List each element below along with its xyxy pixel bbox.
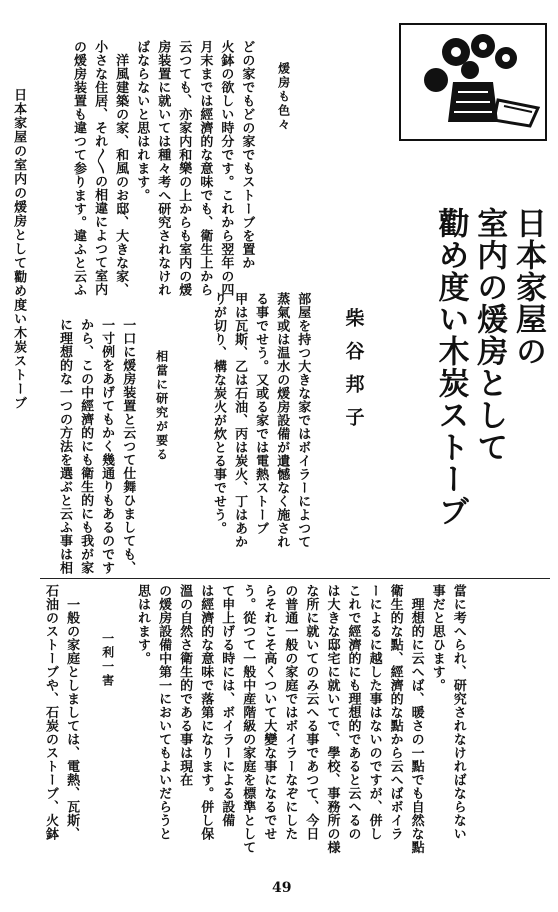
subheading-1: 煖房も色々 — [276, 62, 291, 132]
column-top-left: どの家でもどの家でもストーブを置か 火鉢の欲しい時分です。これから翌年の四 月末までは經濟的な意味でも、衛生上から 云つても、亦家内和樂の上からも室内の煖 房装置に就いては種々考へ研究されなけれ ばならないと思はれます。 洋風建築の家、和風のお邸、大きな家、 小さな住居、それ〳〵の相違によつて室内 の煖房装置も違つて参ります。違ふと云ふ — [71, 40, 255, 297]
running-head: 日本家屋の室内の煖房として勸め度い木炭ストーブ — [11, 88, 27, 410]
title-line-2: 室内の煖房として — [471, 207, 508, 464]
column-top-right: 部屋を持つ大きな家ではボイラーによつて 蒸氣或は温水の煖房設備が遺憾なく施され る事でせう。又或る家では電熱ストーブ 甲は瓦斯、乙は石油、丙は炭火、丁はあか りが切り、構な炭火が炊とる事でせう。 — [211, 292, 311, 549]
author-name: 柴谷邦子 — [342, 308, 365, 440]
subheading-3: 一利一害 — [100, 632, 115, 688]
page-number: 49 — [272, 880, 292, 896]
title-line-1: 日本家屋の — [510, 207, 546, 368]
column-bottom-left: 一般の家庭としましては、電熱、瓦斯、 石油のストーブや、石炭のストーブ、火鉢 — [43, 584, 80, 841]
subheading-2: 相當に研究が要る — [154, 350, 169, 462]
column-mid-right: 當に考へられ、研究されなければならない 事だと思ひます。 理想的に云へば、暖さの一點でも自然な點 衛生的な點、經濟的な點から云へばボイラ ーによるに越した事はないのですが、併し これで經濟的にも理想的であると云へるの は大きな邸宅に就いてで、學校、事務所の様 な所に就いてのみ云へる事であつて、今日 の普通一般の家庭ではボイラーなぞにした らそれこそ高くついて大變な事になるでせ う。從つて一般中産階級の家庭を標準として て申上げる時には、ボイラーによる設備 は經濟的な意味で落第になります。併し保 溫の自然さ衛生的である事は現在 の煖房設備中第一においてもよいだらうと 思はれます。 — [135, 584, 466, 854]
article-title — [392, 160, 558, 528]
section-divider — [40, 578, 550, 579]
title-line-3: 勸め度い木炭ストーブ — [432, 207, 469, 528]
flower-vase-illustration — [398, 22, 548, 142]
column-mid-left: 一口に煖房装置と云つて仕舞ひましても、 一寸例をあげてもかく幾通りもあるのです から、この中經濟的にも衛生的にも我が家 に理想的な一つの方法を選ぶと云ふ事は相 — [57, 318, 136, 575]
